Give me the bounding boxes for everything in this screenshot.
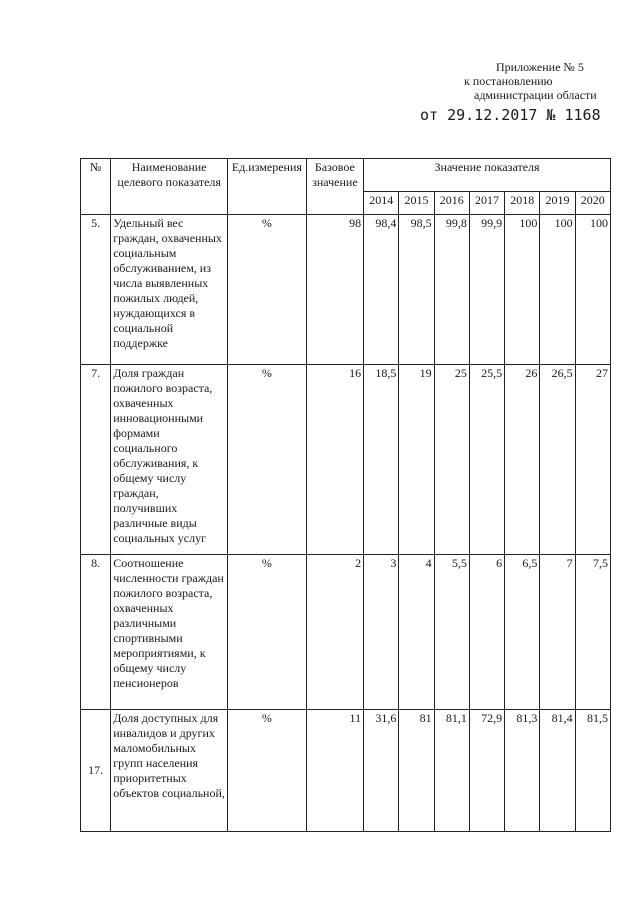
decree-date-stamp: от 29.12.2017 № 1168: [420, 106, 601, 124]
year-value: 18,5: [364, 365, 399, 555]
administration-label: администрации области: [474, 88, 597, 102]
col-header-number: №: [81, 159, 111, 215]
table-row: [81, 555, 611, 710]
year-value: 99,8: [434, 215, 469, 365]
year-value: 31,6: [364, 710, 399, 832]
col-header-indicator-name: Наименование целевого показателя: [111, 159, 228, 215]
appendix-header: [420, 60, 620, 122]
year-header: 2018: [505, 192, 540, 215]
table-row: [81, 215, 611, 365]
year-header: 2014: [364, 192, 399, 215]
year-header: 2016: [434, 192, 469, 215]
year-value: 98,4: [364, 215, 399, 365]
year-value: 3: [364, 555, 399, 710]
base-value: 16: [306, 365, 363, 555]
row-number: 5.: [81, 215, 111, 365]
year-header: 2019: [540, 192, 575, 215]
indicator-name: Соотношение численности граждан пожилого возраста, охваченных различными спортивными мероприятиями, к общему числу пенсионеров: [111, 555, 228, 710]
base-value: 2: [306, 555, 363, 710]
year-value: 7: [540, 555, 575, 710]
year-value: 25,5: [469, 365, 504, 555]
indicator-unit: %: [228, 710, 307, 832]
year-value: 19: [399, 365, 434, 555]
year-value: 98,5: [399, 215, 434, 365]
year-value: 26,5: [540, 365, 575, 555]
year-value: 100: [505, 215, 540, 365]
base-value: 11: [306, 710, 363, 832]
year-header: 2015: [399, 192, 434, 215]
row-number: 17.: [81, 710, 111, 832]
indicators-table: [80, 158, 611, 832]
year-value: 27: [575, 365, 610, 555]
year-value: 7,5: [575, 555, 610, 710]
decree-reference: к постановлению: [464, 74, 553, 88]
year-value: 6: [469, 555, 504, 710]
year-value: 100: [575, 215, 610, 365]
row-number: 8.: [81, 555, 111, 710]
year-value: 6,5: [505, 555, 540, 710]
indicator-name: Доля граждан пожилого возраста, охваченных инновационными формами социального обслуживания, к общему числу граждан, получивших различные виды социальных услуг: [111, 365, 228, 555]
year-value: 81,5: [575, 710, 610, 832]
indicator-unit: %: [228, 555, 307, 710]
year-value: 81,3: [505, 710, 540, 832]
year-header: 2017: [469, 192, 504, 215]
col-header-base-value: Базовое значение: [306, 159, 363, 215]
year-value: 81,1: [434, 710, 469, 832]
appendix-title: Приложение № 5: [496, 60, 584, 74]
indicator-name: Удельный вес граждан, охваченных социальным обслуживанием, из числа выявленных пожилых людей, нуждающихся в социальной поддержке: [111, 215, 228, 365]
indicator-name: Доля доступных для инвалидов и других маломобильных групп населения приоритетных объектов социальной,: [111, 710, 228, 832]
table-row: [81, 710, 611, 832]
year-value: 26: [505, 365, 540, 555]
col-header-unit: Ед.измерения: [228, 159, 307, 215]
indicator-unit: %: [228, 215, 307, 365]
base-value: 98: [306, 215, 363, 365]
year-value: 100: [540, 215, 575, 365]
year-header: 2020: [575, 192, 610, 215]
indicator-unit: %: [228, 365, 307, 555]
row-number: 7.: [81, 365, 111, 555]
year-value: 81,4: [540, 710, 575, 832]
year-value: 5,5: [434, 555, 469, 710]
year-value: 81: [399, 710, 434, 832]
year-value: 72,9: [469, 710, 504, 832]
year-value: 25: [434, 365, 469, 555]
year-value: 4: [399, 555, 434, 710]
table-row: [81, 365, 611, 555]
year-value: 99,9: [469, 215, 504, 365]
col-header-indicator-value: Значение показателя: [364, 159, 611, 192]
